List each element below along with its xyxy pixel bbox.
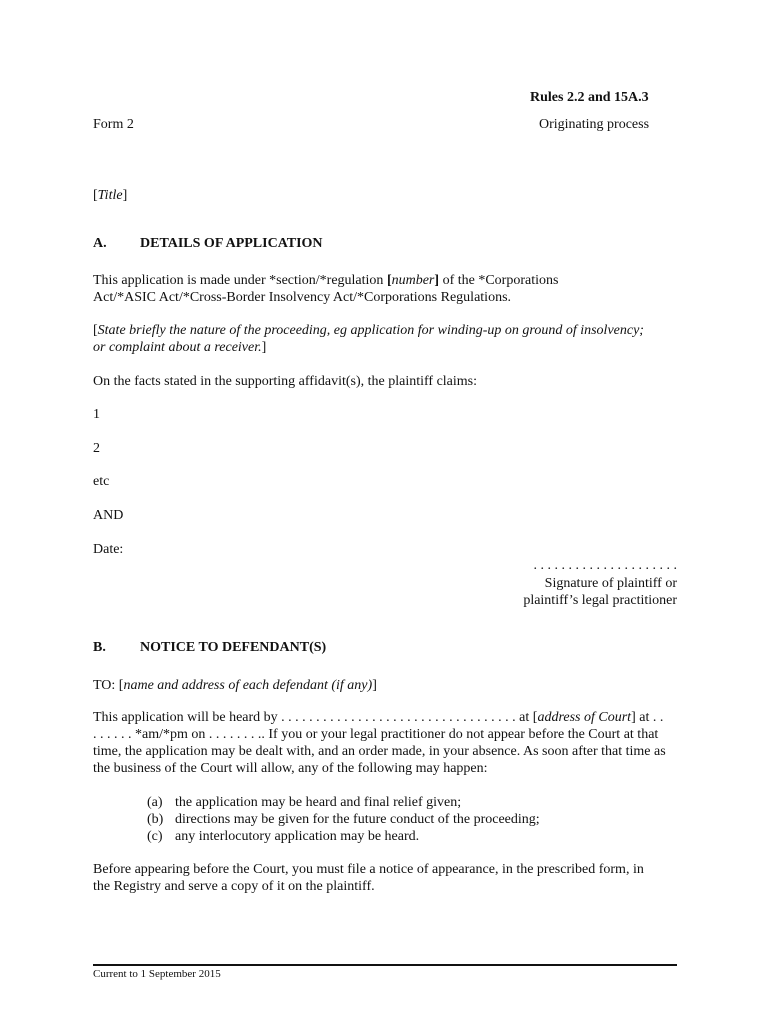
basis-line2: Act/*ASIC Act/*Cross-Border Insolvency Act/*Corporations Regulations. — [93, 290, 512, 305]
basis-number-placeholder: number — [391, 273, 435, 288]
claims-intro: On the facts stated in the supporting affidavit(s), the plaintiff claims: — [93, 374, 478, 389]
hearing-address-placeholder: address of Court — [537, 710, 632, 725]
basis-prefix: This application is made under *section/*regulation — [93, 273, 387, 288]
nature-open: [ — [93, 323, 98, 338]
list-text: the application may be heard and final relief given; — [175, 795, 462, 810]
title-placeholder-text: Title — [97, 188, 123, 203]
form-number: Form 2 — [93, 117, 134, 132]
basis-suffix: of the *Corporations — [439, 273, 559, 288]
hearing-part2: ] at . . . . . . . . *am/*pm on . . . . . . . .. If you or your legal practitioner do not appear before the Court at that time, the application may be dealt with, and an order made, in your absence. As soon after that time as the business of the Court will allow, any of the following may happen: — [93, 710, 666, 776]
claim-item: etc — [93, 474, 110, 489]
footer-currency: Current to 1 September 2015 — [93, 968, 221, 980]
basis-bracket-open: [ — [386, 273, 392, 288]
section-b-number: B. — [93, 640, 106, 655]
form-type: Originating process — [539, 117, 650, 132]
date-label: Date: — [93, 542, 124, 557]
basis-bracket-close: ] — [434, 273, 440, 288]
list-item — [147, 828, 540, 845]
footer-rule — [93, 964, 677, 966]
signature-line: . . . . . . . . . . . . . . . . . . . . . — [533, 558, 677, 573]
nature-close: ] — [261, 340, 267, 355]
hearing-notice — [93, 709, 668, 777]
application-basis — [93, 272, 673, 306]
nature-text: State briefly the nature of the proceeding, eg application for winding-up on ground of insolvency; or complaint about a receiver. — [93, 323, 644, 355]
list-text: any interlocutory application may be heard. — [175, 829, 420, 844]
list-item — [147, 794, 540, 811]
and-label: AND — [93, 508, 124, 523]
proceeding-nature — [93, 322, 653, 356]
section-a-number: A. — [93, 236, 107, 251]
list-mark: (c) — [147, 829, 163, 844]
list-mark: (b) — [147, 812, 164, 827]
possible-outcomes-list — [147, 794, 540, 845]
claim-item: 2 — [93, 441, 100, 456]
section-b-heading: NOTICE TO DEFENDANT(S) — [140, 640, 327, 655]
list-text: directions may be given for the future conduct of the proceeding; — [175, 812, 540, 827]
signature-caption-1: Signature of plaintiff or — [544, 576, 677, 591]
list-mark: (a) — [147, 795, 163, 810]
appearance-instruction: Before appearing before the Court, you must file a notice of appearance, in the prescribed form, in the Registry and serve a copy of it on the plaintiff. — [93, 862, 644, 894]
section-a-heading: DETAILS OF APPLICATION — [140, 236, 323, 251]
hearing-part1: This application will be heard by . . . . . . . . . . . . . . . . . . . . . . . . . . . . . . . . . . at [ — [93, 710, 538, 725]
signature-caption-2: plaintiff’s legal practitioner — [523, 593, 677, 608]
rules-reference: Rules 2.2 and 15A.3 — [530, 90, 649, 105]
to-placeholder: name and address of each defendant (if any) — [123, 678, 373, 693]
claim-item: 1 — [93, 407, 100, 422]
title-placeholder: [Title] — [93, 188, 128, 203]
to-prefix: TO: [ — [93, 678, 124, 693]
defendant-to-line — [93, 677, 377, 694]
to-suffix: ] — [372, 678, 377, 693]
list-item — [147, 811, 540, 828]
